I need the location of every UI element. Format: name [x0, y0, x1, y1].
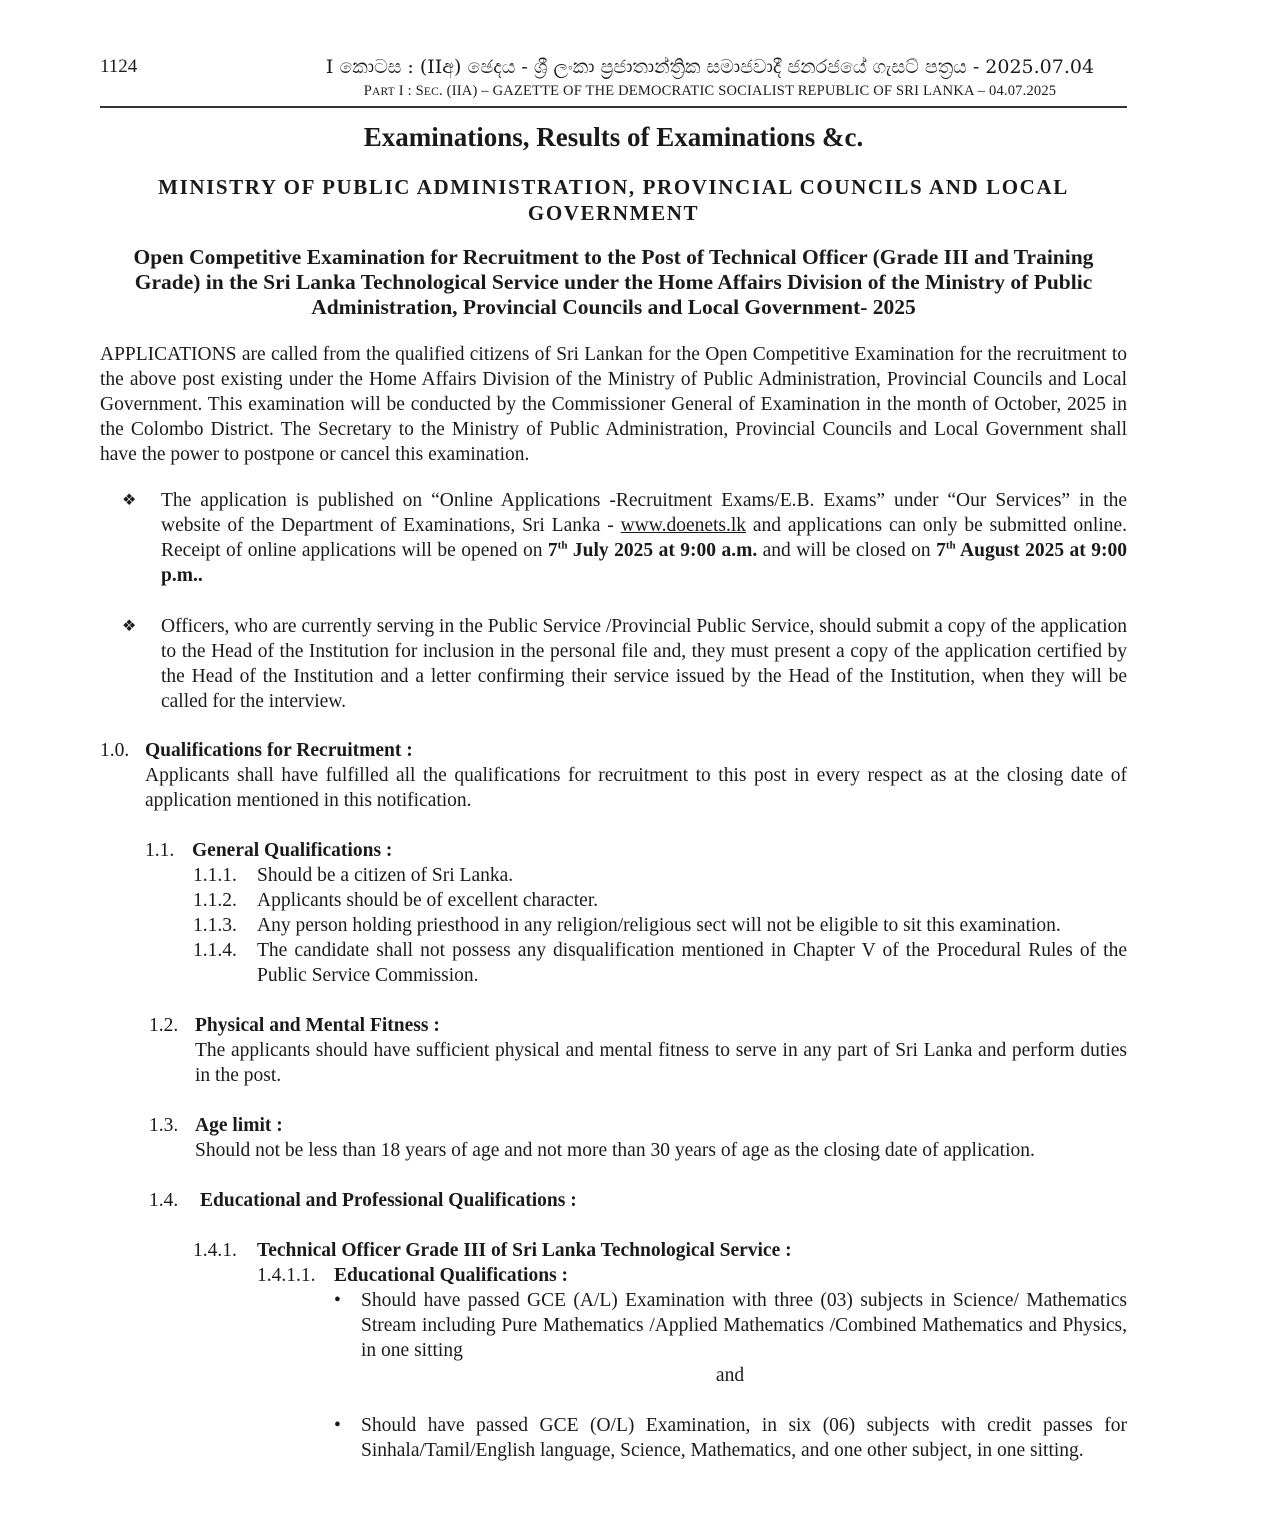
section-1-4-1-1-title: Educational Qualifications :	[334, 1265, 569, 1286]
exam-title: Open Competitive Examination for Recruitment to the Post of Technical Officer (Grade III and Training Grade) in the Sri Lanka Technological Service under the Home Affairs Division of the Ministry of Public Administration, Provincial Councils and Local Government- 2025	[133, 245, 1094, 319]
section-1-3-body: Should not be less than 18 years of age and not more than 30 years of age as the closing date of application.	[195, 1140, 1035, 1161]
header-english: PART I : SEC. (IIA) – GAZETTE OF THE DEMOCRATIC SOCIALIST REPUBLIC OF SRI LANKA – 04.07.2025	[363, 83, 1057, 99]
section-1-4-1-1-number: 1.4.1.1.	[257, 1265, 316, 1286]
item-1-1-1-text: Should be a citizen of Sri Lanka.	[257, 865, 514, 886]
bullet-dot-icon: •	[334, 1415, 341, 1436]
intro-paragraph: APPLICATIONS are called from the qualified citizens of Sri Lankan for the Open Competitive Examination for the recruitment to the above post existing under the Home Affairs Division of the Ministry of Public Administration, Provincial Councils and Local Government. This examination will be conducted by the Commissioner General of Examination in the month of October, 2025 in the Colombo District. The Secretary to the Ministry of Public Administration, Provincial Councils and Local Government shall have the power to postpone or cancel this examination.	[100, 344, 1127, 465]
section-1-4-1-number: 1.4.1.	[193, 1240, 237, 1261]
section-1-0-body: Applicants shall have fulfilled all the qualifications for recruitment to this post in every respect as at the closing date of application mentioned in this notification.	[145, 765, 1127, 811]
section-1-2-number: 1.2.	[149, 1015, 179, 1036]
item-1-1-3-number: 1.1.3.	[193, 915, 237, 936]
item-1-1-2-number: 1.1.2.	[193, 890, 237, 911]
and-connector: and	[715, 1365, 745, 1386]
al-qualification-text: Should have passed GCE (A/L) Examination with three (03) subjects in Science/ Mathematics Stream including Pure Mathematics /Applied Mathematics /Combined Mathematics and Physics, in one sitting	[361, 1290, 1127, 1361]
section-1-4-title: Educational and Professional Qualifications :	[200, 1190, 577, 1211]
section-1-1-number: 1.1.	[145, 840, 175, 861]
bullet-diamond-icon: ❖	[122, 618, 137, 635]
section-1-4-1-title: Technical Officer Grade III of Sri Lanka Technological Service :	[257, 1240, 792, 1261]
item-1-1-3-text: Any person holding priesthood in any religion/religious sect will not be eligible to sit this examination.	[257, 915, 1061, 936]
section-1-3-title: Age limit :	[195, 1115, 283, 1136]
bullet-application-info: The application is published on “Online Applications -Recruitment Exams/E.B. Exams” under “Our Services” in the website of the Department of Examinations, Sri Lanka - www.doenets.lk and applications can only be submitted online. Receipt of online applications will be opened on 7th July 2025 at 9:00 a.m. and will be closed on 7th August 2025 at 9:00 p.m..	[161, 490, 1128, 586]
item-1-1-1-number: 1.1.1.	[193, 865, 237, 886]
header-rule	[100, 106, 1127, 108]
section-1-3-number: 1.3.	[149, 1115, 179, 1136]
section-1-2-body: The applicants should have sufficient physical and mental fitness to serve in any part of Sri Lanka and perform duties in the post.	[195, 1040, 1127, 1086]
item-1-1-4-number: 1.1.4.	[193, 940, 237, 961]
bullet-diamond-icon: ❖	[122, 492, 137, 509]
section-1-1-title: General Qualifications :	[192, 840, 393, 861]
doenets-link[interactable]: www.doenets.lk	[620, 515, 747, 536]
bullet-officers-info: Officers, who are currently serving in the Public Service /Provincial Public Service, should submit a copy of the application to the Head of the Institution for inclusion in the personal file and, they must present a copy of the application certified by the Head of the Institution and a letter confirming their service issued by the Head of the Institution, when they will be called for the interview.	[161, 616, 1127, 712]
page-number: 1124	[100, 56, 138, 77]
item-1-1-4-text: The candidate shall not possess any disqualification mentioned in Chapter V of the Procedural Rules of the Public Service Commission.	[257, 940, 1127, 986]
header-sinhala: I කොටස : (IIඅ) ඡෙදය - ශ්‍රී ලංකා ප්‍රජාතාන්ත්‍රික සමාජවාදී ජනරජයේ ගැසට් පත්‍රය - 2025.07.04	[325, 56, 1095, 78]
section-title: Examinations, Results of Examinations &c.	[363, 122, 864, 152]
bullet-dot-icon: •	[334, 1290, 341, 1311]
item-1-1-2-text: Applicants should be of excellent character.	[257, 890, 599, 911]
ministry-heading: MINISTRY OF PUBLIC ADMINISTRATION, PROVINCIAL COUNCILS AND LOCAL GOVERNMENT	[158, 175, 1069, 225]
section-1-0-number: 1.0.	[100, 740, 130, 761]
ol-qualification-text: Should have passed GCE (O/L) Examination, in six (06) subjects with credit passes for Sinhala/Tamil/English language, Science, Mathematics, and one other subject, in one sitting.	[361, 1415, 1127, 1461]
section-1-0-title: Qualifications for Recruitment :	[145, 740, 413, 761]
section-1-4-number: 1.4.	[149, 1190, 179, 1211]
section-1-2-title: Physical and Mental Fitness :	[195, 1015, 440, 1036]
